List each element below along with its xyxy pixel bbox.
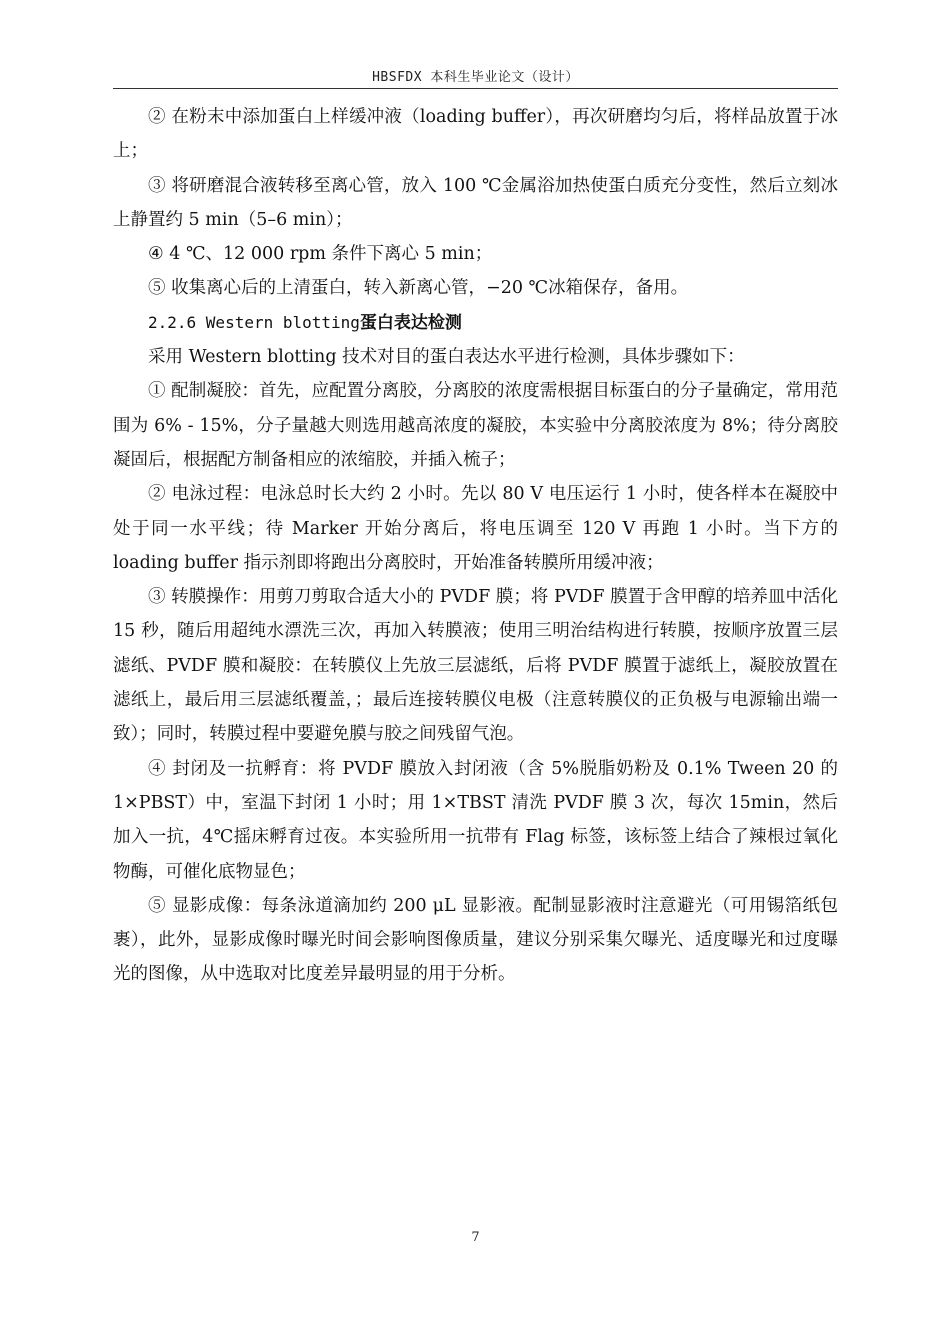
body-text: [113, 100, 838, 992]
section-title: 蛋白表达检测: [359, 312, 462, 333]
step-paragraph: ③ 将研磨混合液转移至离心管，放入 100 ℃金属浴加热使蛋白质充分变性，然后立刻冰上静置约 5 min（5–6 min）；: [113, 175, 838, 230]
step-paragraph: ② 在粉末中添加蛋白上样缓冲液（loading buffer），再次研磨均匀后，将样品放置于冰上；: [113, 107, 838, 162]
section-heading: [113, 306, 838, 340]
step-paragraph: ⑤ 收集离心后的上清蛋白，转入新离心管，−20 ℃冰箱保存，备用。: [148, 278, 689, 299]
step-paragraph: ② 电泳过程：电泳总时长大约 2 小时。先以 80 V 电压运行 1 小时，使各样本在凝胶中处于同一水平线；待 Marker 开始分离后，将电压调至 120 V 再跑 1 小时。当下方的 loading buffer 指示剂即将跑出分离胶时，开始准备转膜所用缓冲液；: [113, 484, 838, 573]
section-number: 2.2.6 Western blotting: [148, 312, 360, 332]
step-paragraph: ④ 4 ℃、12 000 rpm 条件下离心 5 min；: [148, 244, 493, 265]
page-number: 7: [471, 1230, 480, 1245]
step-paragraph: ④ 封闭及一抗孵育：将 PVDF 膜放入封闭液（含 5%脱脂奶粉及 0.1% Tween 20 的 1×PBST）中，室温下封闭 1 小时；用 1×TBST 清洗 PVDF 膜 3 次，每次 15min，然后加入一抗，4℃摇床孵育过夜。本实验所用一抗带有 Flag 标签，该标签上结合了辣根过氧化物酶，可催化底物显色；: [113, 758, 838, 882]
step-paragraph: ① 配制凝胶：首先，应配置分离胶，分离胶的浓度需根据目标蛋白的分子量确定，常用范围为 6% ‑ 15%，分子量越大则选用越高浓度的凝胶，本实验中分离胶浓度为 8%；待分离胶凝固后，根据配方制备相应的浓缩胶，并插入梳子；: [113, 381, 838, 470]
step-paragraph: ⑤ 显影成像：每条泳道滴加约 200 μL 显影液。配制显影液时注意避光（可用锡箔纸包裹），此外，显影成像时曝光时间会影响图像质量，建议分别采集欠曝光、适度曝光和过度曝光的图像，从中选取对比度差异最明显的用于分析。: [113, 895, 838, 985]
header-rule: [113, 88, 838, 89]
page-header: HBSFDX 本科生毕业论文（设计）: [372, 70, 579, 85]
step-paragraph: ③ 转膜操作：用剪刀剪取合适大小的 PVDF 膜；将 PVDF 膜置于含甲醇的培养皿中活化 15 秒，随后用超纯水漂洗三次，再加入转膜液；使用三明治结构进行转膜，按顺序放置三层滤纸、PVDF 膜和凝胶：在转膜仪上先放三层滤纸，后将 PVDF 膜置于滤纸上，凝胶放置在滤纸上，最后用三层滤纸覆盖，；最后连接转膜仪电极（注意转膜仪的正负极与电源输出端一致）；同时，转膜过程中要避免膜与胶之间残留气泡。: [113, 587, 838, 745]
section-intro: 采用 Western blotting 技术对目的蛋白表达水平进行检测，具体步骤如下：: [148, 347, 745, 368]
